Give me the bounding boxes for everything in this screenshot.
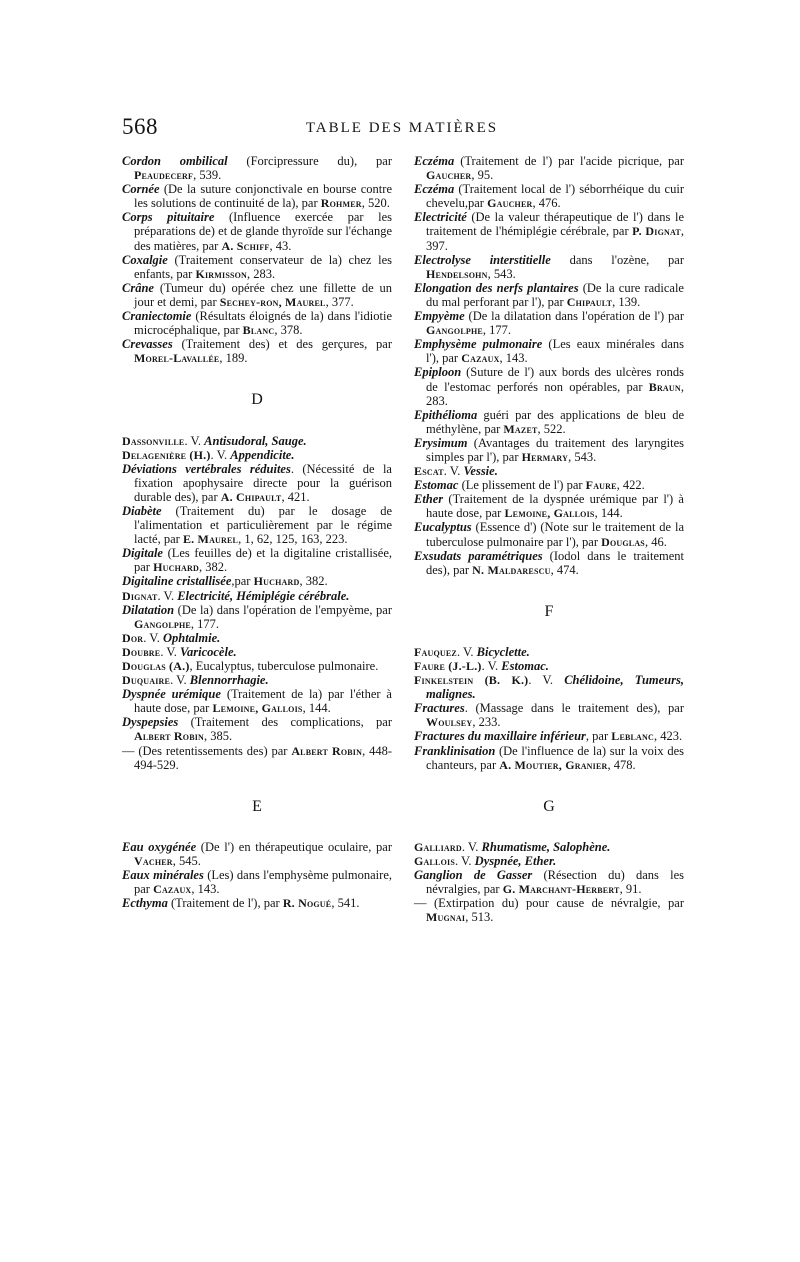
page-header [122,114,682,144]
entry-text: (Les) dans l'emphysème pulmonaire, par [134,868,392,897]
entry-author: Douglas (A.) [122,659,190,673]
entry-text: . V. [184,433,205,448]
entry-author: Blanc [242,323,275,338]
entry-heading: Eczéma [414,182,455,197]
index-group-d [122,434,392,772]
index-entry [414,408,684,436]
index-entry [414,464,684,478]
entry-page-ref: , 377. [325,294,354,309]
left-column [122,154,392,910]
entry-page-ref: , 520. [361,196,390,211]
section-letter-f: F [544,602,554,620]
entry-page-ref: , 43. [269,238,292,253]
entry-text: (Traitement de l') par l'acide picrique, par [454,154,684,168]
entry-text: (Suture de l') aux bords des ulcères ronds de l'estomac perforés non opérables, par [426,365,684,394]
entry-author: Gallois [414,853,455,868]
entry-page-ref: , 522. [537,421,566,436]
entry-heading: Digitale [122,546,163,561]
entry-heading: Erysimum [414,435,468,450]
entry-author: Albert Robin [291,743,363,758]
entry-author: Douglas [601,534,645,549]
entry-author: Braun [648,379,681,394]
entry-text: . (Massage dans le traitement des), par [464,701,684,716]
entry-see-also: Blennorrhagie. [189,673,269,688]
entry-author: G. Marchant-Herbert [502,882,620,897]
index-entry [414,645,684,659]
entry-page-ref: , 513. [465,910,494,925]
entry-heading: Diabète [122,503,162,518]
entry-author: Huchard [153,560,199,575]
index-entry [122,744,392,772]
entry-heading: Ganglion de Gasser [414,868,533,883]
entry-heading: Emphysème pulmonaire [414,337,543,352]
entry-heading: Dilatation [122,602,175,617]
entry-text: (Traitement des complications, par [178,715,392,730]
entry-author: Chipault [566,294,613,309]
entry-text: (Iodol dans le traitement des), par [426,548,684,577]
entry-text: (Traitement des) et des gerçures, par [172,337,392,352]
index-entry [122,687,392,715]
entry-page-ref: , 385. [204,729,233,744]
entry-text: (De la) dans l'opération de l'empyème, par [174,602,392,617]
index-entry [414,182,684,210]
index-entry [122,448,392,462]
entry-page-ref: , 283. [247,266,276,281]
index-entry [414,701,684,729]
entry-see-also: Chélidoine, Tumeurs, malignes. [426,673,684,702]
entry-page-ref: , 144. [594,506,623,521]
entry-heading: Crâne [122,280,154,295]
entry-page-ref: , 95. [471,168,494,183]
index-entry [122,645,392,659]
entry-heading: Eau oxygénée [122,839,197,854]
index-entry [122,868,392,896]
entry-page-ref: , 46. [644,534,667,549]
entry-page-ref: , 233. [472,715,501,730]
entry-heading: Fractures du maxillaire inférieur [414,729,586,744]
entry-heading: Cornée [122,182,160,197]
entry-author: Sechey-ron, Maurel [219,294,326,309]
index-entry [414,365,684,407]
entry-heading: Electrolyse interstitielle [414,252,551,267]
entry-text: . V. [528,673,565,688]
index-entry [414,659,684,673]
entry-text: . V. [160,644,181,659]
index-entry [122,504,392,546]
entry-author: Mugnai [426,910,466,925]
entry-heading: Epiploon [414,365,462,380]
entry-text: (Essence d') (Note sur le traitement de la tuberculose pulmonaire par l'), par [426,520,684,549]
index-entry [414,729,684,743]
index-entry [122,253,392,281]
index-group-g [414,840,684,925]
entry-text: (Les eaux minérales dans l'), par [426,337,685,366]
entry-text: — (Des retentissements des) par [122,743,292,758]
entry-heading: Exsudats paramétriques [414,548,543,563]
entry-heading: Estomac [414,478,459,493]
entry-author: Kirmisson [195,266,248,281]
entry-author: Hermary [521,449,569,464]
index-entry [414,854,684,868]
entry-author: Delagenière (H.) [122,447,211,462]
entry-author: Escat [414,464,444,479]
entry-author: Fauquez [414,644,457,659]
entry-text: (Traitement conservateur de la) chez les enfants, par [134,252,392,281]
entry-see-also: Bicyclette. [476,644,530,659]
entry-page-ref: , 543. [568,449,597,464]
entry-author: E. Maurel [182,532,239,547]
entry-page-ref: , 448-494-529. [134,743,393,772]
entry-author: R. Nogué [282,896,332,911]
entry-page-ref: , 177. [190,616,220,631]
entry-text: , Eucalyptus, tuberculose pulmonaire. [189,659,379,673]
entry-heading: Digitaline cristallisée [122,574,232,589]
entry-text: guéri par des applications de bleu de méthylène, par [426,407,684,436]
entry-page-ref: , 421. [281,489,310,504]
entry-page-ref: , 378. [274,323,303,338]
entry-page-ref: , 139. [612,294,641,309]
entry-author: Dassonville [122,433,185,448]
entry-heading: Eucalyptus [414,520,472,535]
entry-author: Gangolphe [426,323,483,338]
index-entry [122,309,392,337]
entry-text: . V. [210,447,231,462]
entry-author: Vacher [134,853,173,868]
index-group-e-continued [414,154,684,577]
entry-author: Mazet [503,421,538,436]
entry-heading: Dyspepsies [122,715,179,730]
entry-page-ref: , 189. [219,351,248,366]
index-entry [122,281,392,309]
index-entry [414,520,684,548]
entry-author: A. Schiff [221,238,270,253]
entry-text: (Résection du) dans les névralgies, par [426,868,685,897]
entry-page-ref: , 539. [193,168,222,183]
entry-page-ref: , 541. [331,896,360,911]
index-entry [122,896,392,910]
entry-heading: Eaux minérales [122,868,204,883]
entry-page-ref: , 478. [607,757,636,772]
entry-text: (De la cure radicale du mal perforant par l'), par [426,280,684,309]
index-entry [414,673,684,701]
entry-heading: Elongation des nerfs plantaires [414,280,579,295]
entry-text: . V. [454,853,475,868]
entry-text: (De la valeur thérapeutique de l') dans le traitement de l'hémiplégie cérébrale, par [426,210,684,239]
entry-author: Lemoine, Gallois [212,701,303,716]
entry-heading: Corps pituitaire [122,210,215,225]
entry-see-also: Antisudoral, Sauge. [204,433,307,448]
entry-page-ref: , 143. [499,351,528,366]
entry-see-also: Rhumatisme, Salophène. [481,839,611,854]
entry-text: ,par [231,574,254,589]
entry-author: Rohmer [320,196,362,211]
entry-heading: Craniectomie [122,309,192,324]
index-entry [122,574,392,588]
index-entry [122,182,392,210]
index-entry [414,492,684,520]
index-entry [122,659,392,673]
entry-author: Cazaux [461,351,500,366]
entry-author: Gaucher [487,196,533,211]
index-entry [122,546,392,574]
page-number: 568 [122,114,158,139]
index-entry [122,462,392,504]
entry-author: Leblanc [611,729,654,744]
entry-author: Peaudecerf [134,168,194,183]
entry-author: Albert Robin [134,729,205,744]
entry-text: (De l'influence de la) sur la voix des chanteurs, par [426,743,684,772]
entry-see-also: Ophtalmie. [162,630,221,645]
entry-author: Cazaux [153,882,192,897]
entry-author: Woulsey [426,715,473,730]
entry-see-also: Appendicite. [230,447,295,462]
entry-text: . V. [456,644,477,659]
index-entry [414,549,684,577]
entry-heading: Fractures [414,701,465,716]
entry-page-ref: , 423. [654,729,683,744]
index-entry [122,589,392,603]
index-entry [414,281,684,309]
entry-text: (Le plissement de l') par [458,478,586,493]
section-letter-e: E [252,797,262,815]
entry-text: . V. [170,673,190,688]
entry-text: (De la dilatation dans l'opération de l') par [464,309,684,324]
entry-page-ref: , 382. [198,560,228,575]
entry-text: . V. [481,659,502,673]
entry-author: Huchard [253,574,300,589]
entry-see-also: Varicocèle. [180,644,237,659]
section-letter-d: D [251,391,263,409]
entry-see-also: Vessie. [463,464,498,479]
index-group-f [414,645,684,772]
entry-see-also: Electricité, Hémiplégie cérébrale. [177,588,350,603]
index-entry [414,436,684,464]
entry-heading: Ether [414,492,444,507]
entry-text: dans l'ozène, par [550,252,684,267]
entry-heading: Electricité [414,210,467,225]
entry-heading: Crevasses [122,337,173,352]
entry-page-ref: , 543. [487,266,516,281]
entry-see-also: Dyspnée, Ether. [474,853,557,868]
entry-author: Faure [585,478,617,493]
running-title: TABLE DES MATIÈRES [305,120,499,136]
entry-text: (De la suture conjonctivale en bourse contre les solutions de continuité de la), par [134,182,392,211]
entry-text: — (Extirpation du) pour cause de névralgie, par [414,896,684,911]
entry-text: (Résultats éloignés de la) dans l'idiotie microcéphalique, par [134,309,392,338]
entry-text: (Traitement de la) par l'éther à haute dose, par [134,687,392,716]
entry-text: . V. [461,839,482,854]
entry-author: Galliard [414,839,462,854]
entry-text: (Traitement de la dyspnée urémique par l') à haute dose, par [426,492,684,521]
entry-text: (Les feuilles de) et la digitaline cristallisée, par [134,546,392,575]
entry-text: (Traitement local de l') séborrhéique du cuir chevelu,par [426,182,684,211]
index-entry [414,309,684,337]
entry-page-ref: , 397. [426,224,685,253]
entry-heading: Dyspnée urémique [122,687,221,702]
index-entry [122,715,392,743]
entry-page-ref: , 177. [482,323,512,338]
index-entry [122,840,392,868]
index-group-c [122,154,392,365]
index-entry [414,210,684,252]
entry-heading: Déviations vertébrales réduites [122,461,291,476]
index-entry [122,210,392,252]
entry-page-ref: , 283. [426,379,684,408]
entry-page-ref: , 382. [299,574,328,589]
entry-heading: Ecthyma [122,896,168,911]
entry-text: . V. [143,630,163,645]
entry-text: (Tumeur du) opérée chez une fillette de un jour et demi, par [134,280,392,309]
entry-heading: Eczéma [414,154,455,168]
index-entry [414,337,684,365]
entry-heading: Coxalgie [122,252,168,267]
entry-heading: Franklinisation [414,743,496,758]
entry-text: , par [585,729,612,744]
index-entry [122,631,392,645]
entry-heading: Epithélioma [414,407,478,422]
entry-text: (Traitement de l'), par [167,896,283,911]
entry-author: A. Chipault [220,489,282,504]
entry-page-ref: , 476. [532,196,561,211]
entry-author: N. Maldarescu [472,562,551,577]
entry-text: . V. [443,464,464,479]
index-group-e [122,840,392,910]
entry-author: Doubre [122,644,161,659]
section-letter-g: G [543,797,555,815]
right-column [414,154,684,924]
entry-author: A. Moutier, Granier [499,757,608,772]
entry-author: P. Dignat [632,224,681,239]
entry-page-ref: , 422. [616,478,645,493]
entry-author: Gaucher [426,168,472,183]
index-entry [122,673,392,687]
entry-page-ref: , 545. [172,853,201,868]
entry-heading: Cordon ombilical [122,154,228,168]
entry-text: (Avantages du traitement des laryngites simples par l'), par [426,435,684,464]
index-entry [414,253,684,281]
entry-author: Lemoine, Gallois [504,506,595,521]
entry-text: (Traitement du) par le dosage de l'alimentation et particulièrement par le régime lacté, par [134,503,392,547]
entry-author: Finkelstein (B. K.) [414,673,529,688]
entry-author: Duquaire [122,673,171,688]
entry-author: Gangolphe [134,616,191,631]
entry-author: Morel-Lavallée [134,351,220,366]
index-entry [414,478,684,492]
index-entry [122,434,392,448]
index-entry [414,840,684,854]
entry-text: . (Nécessité de la fixation apophysaire directe pour la guérison durable des), par [134,461,392,504]
entry-page-ref: , 91. [619,882,642,897]
entry-text: (Forcipressure du), par [227,154,392,168]
entry-page-ref: , 1, 62, 125, 163, 223. [238,532,348,547]
index-entry [122,337,392,365]
index-entry [122,603,392,631]
index-entry [414,896,684,924]
index-entry [414,744,684,772]
entry-text: . V. [157,588,178,603]
entry-page-ref: , 474. [550,562,579,577]
entry-page-ref: , 143. [191,882,220,897]
entry-see-also: Estomac. [501,659,549,673]
index-entry [122,154,392,182]
entry-text: (De l') en thérapeutique oculaire, par [196,839,392,854]
index-entry [414,154,684,182]
entry-author: Dor [122,630,144,645]
entry-heading: Empyème [414,309,465,324]
entry-page-ref: , 144. [302,701,331,716]
index-entry [414,868,684,896]
entry-text: (Influence exercée par les préparations de) et de glande thyroïde sur l'échange des matières, par [134,210,393,253]
entry-author: Faure (J.-L.) [414,659,482,673]
entry-author: Dignat [122,588,158,603]
entry-author: Hendelsohn [426,266,488,281]
